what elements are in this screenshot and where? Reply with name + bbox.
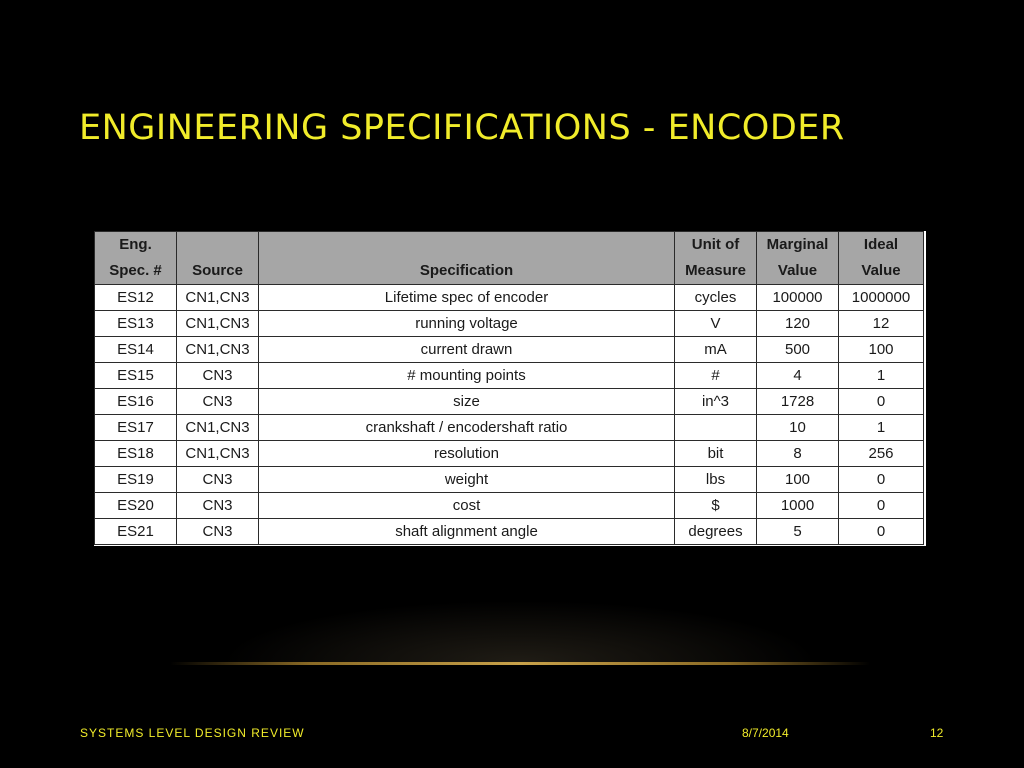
cell-source: CN3 <box>177 363 259 389</box>
table-row <box>95 363 924 389</box>
cell-specification: Lifetime spec of encoder <box>259 285 675 311</box>
cell-spec-id: ES17 <box>95 415 177 441</box>
cell-ideal-value: 1 <box>839 363 924 389</box>
cell-spec-id: ES20 <box>95 493 177 519</box>
cell-source: CN1,CN3 <box>177 441 259 467</box>
header-eng-spec-line2: Spec. # <box>109 262 162 279</box>
cell-marginal-value: 10 <box>757 415 839 441</box>
table-row <box>95 415 924 441</box>
header-source <box>177 232 259 285</box>
cell-ideal-value: 256 <box>839 441 924 467</box>
cell-marginal-value: 1728 <box>757 389 839 415</box>
header-specification-label: Specification <box>419 262 514 279</box>
cell-source: CN1,CN3 <box>177 285 259 311</box>
cell-spec-id: ES13 <box>95 311 177 337</box>
cell-unit: lbs <box>675 467 757 493</box>
cell-spec-id: ES14 <box>95 337 177 363</box>
header-specification <box>259 232 675 285</box>
cell-marginal-value: 4 <box>757 363 839 389</box>
cell-source: CN3 <box>177 493 259 519</box>
cell-source: CN1,CN3 <box>177 337 259 363</box>
cell-source: CN3 <box>177 467 259 493</box>
cell-source: CN3 <box>177 519 259 545</box>
table-row <box>95 441 924 467</box>
header-marginal-line2: Value <box>777 262 818 279</box>
cell-specification: cost <box>259 493 675 519</box>
cell-source: CN3 <box>177 389 259 415</box>
cell-spec-id: ES16 <box>95 389 177 415</box>
cell-ideal-value: 0 <box>839 493 924 519</box>
cell-marginal-value: 8 <box>757 441 839 467</box>
cell-marginal-value: 100000 <box>757 285 839 311</box>
header-eng-spec-line1: Eng. <box>119 236 152 253</box>
header-eng-spec <box>95 232 177 285</box>
cell-marginal-value: 120 <box>757 311 839 337</box>
table-row <box>95 519 924 545</box>
cell-unit: V <box>675 311 757 337</box>
cell-specification: # mounting points <box>259 363 675 389</box>
header-source-label: Source <box>192 262 243 279</box>
header-unit-line1: Unit of <box>691 236 740 253</box>
cell-marginal-value: 5 <box>757 519 839 545</box>
cell-unit: # <box>675 363 757 389</box>
cell-unit: degrees <box>675 519 757 545</box>
table-header-row <box>95 232 924 285</box>
spec-table-container <box>94 231 926 546</box>
divider-line <box>170 662 870 665</box>
table-row <box>95 285 924 311</box>
table-row <box>95 467 924 493</box>
cell-spec-id: ES15 <box>95 363 177 389</box>
cell-unit: cycles <box>675 285 757 311</box>
cell-marginal-value: 500 <box>757 337 839 363</box>
header-ideal <box>839 232 924 285</box>
cell-specification: crankshaft / encodershaft ratio <box>259 415 675 441</box>
cell-specification: shaft alignment angle <box>259 519 675 545</box>
header-marginal <box>757 232 839 285</box>
cell-spec-id: ES12 <box>95 285 177 311</box>
table-row <box>95 337 924 363</box>
cell-spec-id: ES19 <box>95 467 177 493</box>
cell-marginal-value: 1000 <box>757 493 839 519</box>
footer-date: 8/7/2014 <box>742 726 789 740</box>
cell-ideal-value: 0 <box>839 519 924 545</box>
header-ideal-line2: Value <box>861 262 901 279</box>
table-row <box>95 389 924 415</box>
cell-unit: $ <box>675 493 757 519</box>
header-unit-line2: Measure <box>685 262 746 279</box>
cell-spec-id: ES18 <box>95 441 177 467</box>
spec-table <box>94 231 924 545</box>
page-number: 12 <box>930 726 944 740</box>
footer-text: SYSTEMS LEVEL DESIGN REVIEW <box>80 726 305 740</box>
table-row <box>95 493 924 519</box>
cell-ideal-value: 0 <box>839 467 924 493</box>
cell-spec-id: ES21 <box>95 519 177 545</box>
cell-ideal-value: 12 <box>839 311 924 337</box>
cell-unit <box>675 415 757 441</box>
cell-marginal-value: 100 <box>757 467 839 493</box>
header-unit <box>675 232 757 285</box>
cell-unit: in^3 <box>675 389 757 415</box>
cell-source: CN1,CN3 <box>177 311 259 337</box>
cell-specification: size <box>259 389 675 415</box>
cell-unit: bit <box>675 441 757 467</box>
cell-ideal-value: 0 <box>839 389 924 415</box>
header-marginal-line1: Marginal <box>766 236 829 253</box>
divider-glow <box>220 600 820 662</box>
cell-ideal-value: 100 <box>839 337 924 363</box>
spec-table-body <box>95 285 924 545</box>
cell-specification: current drawn <box>259 337 675 363</box>
cell-ideal-value: 1000000 <box>839 285 924 311</box>
cell-specification: resolution <box>259 441 675 467</box>
cell-ideal-value: 1 <box>839 415 924 441</box>
cell-specification: running voltage <box>259 311 675 337</box>
header-ideal-line1: Ideal <box>863 236 899 253</box>
cell-unit: mA <box>675 337 757 363</box>
table-row <box>95 311 924 337</box>
cell-source: CN1,CN3 <box>177 415 259 441</box>
slide-title: ENGINEERING SPECIFICATIONS - ENCODER <box>79 108 845 148</box>
cell-specification: weight <box>259 467 675 493</box>
